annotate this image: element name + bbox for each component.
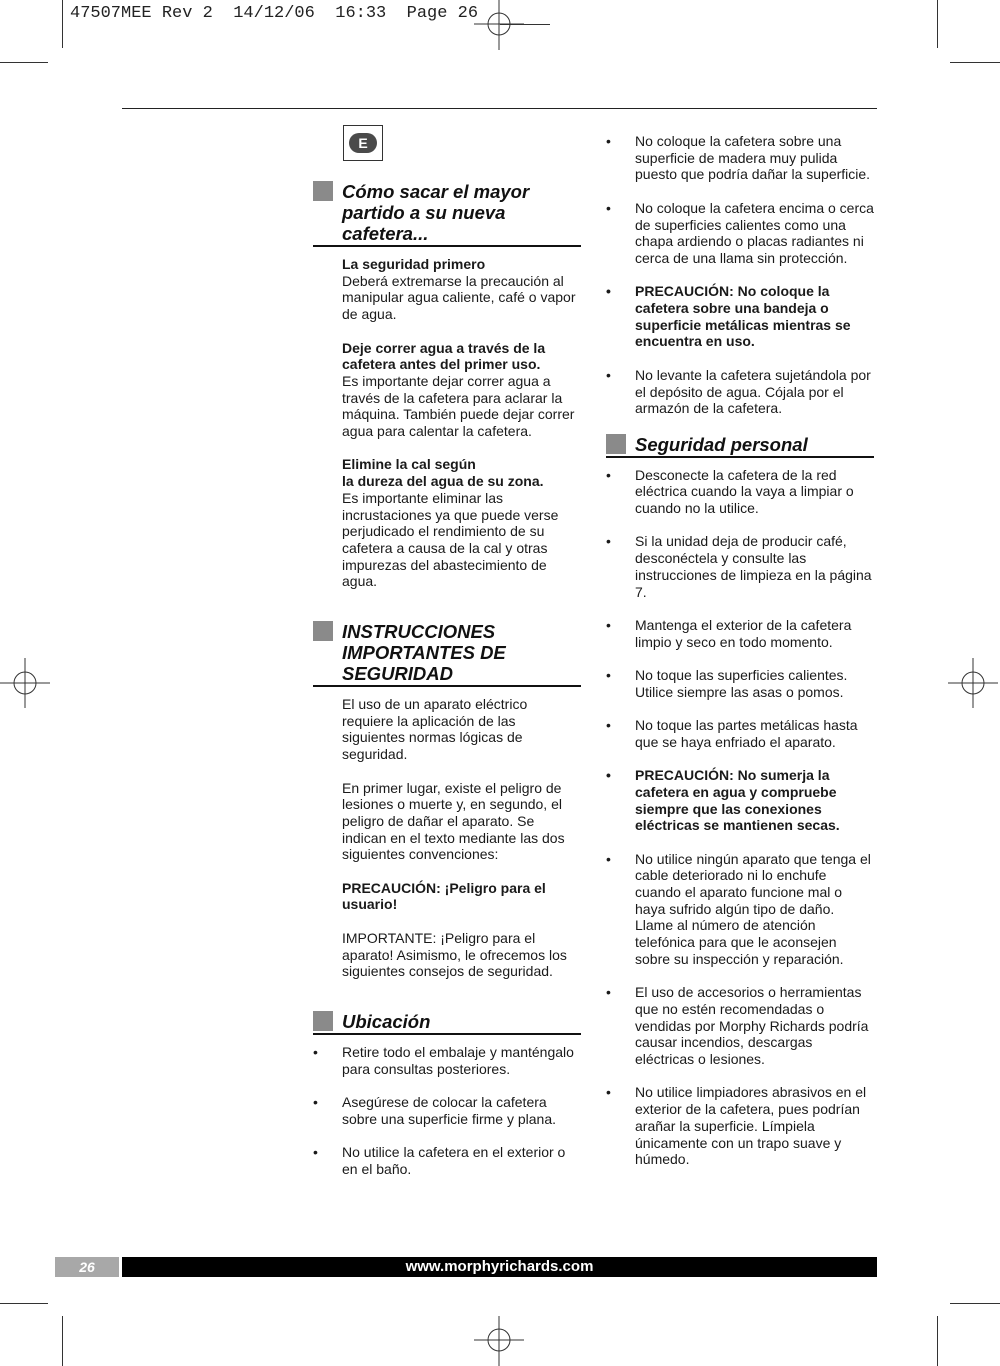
page-number: 26: [55, 1257, 119, 1277]
list-item: • No coloque la cafetera sobre una superficie de madera muy pulida puesto que podría dañar la superficie.: [606, 133, 874, 183]
crop-mark: [950, 1303, 1000, 1304]
list-item: • No toque las partes metálicas hasta que se haya enfriado el aparato.: [606, 717, 874, 750]
list-item: • No levante la cafetera sujetándola por el depósito de agua. Cójala por el armazón de la cafetera.: [606, 367, 874, 417]
printer-slug: 47507MEE Rev 2 14/12/06 16:33 Page 26: [70, 4, 479, 23]
important-label: IMPORTANTE: ¡Peligro para el aparato! Asimismo, le ofrecemos los siguientes consejos de seguridad.: [342, 929, 567, 980]
left-column: [313, 125, 581, 1194]
descale-title-line1: Elimine la cal según: [342, 456, 476, 473]
descale-block: [313, 456, 581, 590]
safety-first-text: Deberá extremarse la precaución al manipular agua caliente, café o vapor de agua.: [342, 272, 576, 323]
crop-mark: [500, 24, 550, 25]
caution-label: PRECAUCIÓN: ¡Peligro para el usuario!: [342, 879, 546, 913]
list-item: • Si la unidad deja de producir café, desconéctela y consulte las instrucciones de limpieza en la página 7.: [606, 533, 874, 600]
list-item: • No toque las superficies calientes. Utilice siempre las asas o pomos.: [606, 667, 874, 700]
caution-block: [313, 880, 581, 913]
heading-location: Ubicación: [342, 1010, 431, 1032]
crop-mark: [62, 0, 63, 48]
heading-personal-safety: Seguridad personal: [635, 433, 808, 455]
run-water-block: [313, 340, 581, 440]
list-item: • No utilice ningún aparato que tenga el cable deteriorado ni lo enchufe cuando el aparato funcione mal o haya sufrido algún tipo de daño. Llame al número de atención telefónica para que le aconsejen sobre su inspección y reparación.: [606, 851, 874, 968]
registration-mark-left: [0, 658, 50, 708]
footer-website[interactable]: www.morphyrichards.com: [122, 1257, 877, 1277]
crop-mark: [937, 1316, 938, 1366]
section-heading: [313, 181, 581, 247]
safety-first-block: [313, 256, 581, 323]
safety-dangers-block: [313, 780, 581, 864]
language-badge-label: E: [349, 133, 377, 153]
location-list-continued: [606, 133, 874, 417]
run-water-title: Deje correr agua a través de la cafetera antes del primer uso.: [342, 339, 546, 373]
list-item: • No utilice limpiadores abrasivos en el exterior de la cafetera, pues podrían arañar la superficie. Límpiela únicamente con un trapo suave y húmedo.: [606, 1084, 874, 1168]
crop-mark: [0, 62, 48, 63]
heading-getting-most: Cómo sacar el mayor partido a su nueva cafetera...: [342, 181, 530, 244]
list-item: • PRECAUCIÓN: No coloque la cafetera sobre una bandeja o superficie metálicas mientras se encuentra en uso.: [606, 283, 874, 350]
list-item: • Asegúrese de colocar la cafetera sobre una superficie firme y plana.: [313, 1094, 581, 1127]
personal-safety-list: [606, 467, 874, 1168]
safety-intro-block: [313, 696, 581, 763]
section-marker-icon: [606, 434, 626, 454]
list-item: • Desconecte la cafetera de la red eléctrica cuando la vaya a limpiar o cuando no la utilice.: [606, 467, 874, 517]
registration-mark-top: [474, 0, 524, 50]
section-marker-icon: [313, 621, 333, 641]
section-heading: [313, 1011, 581, 1035]
list-item: • El uso de accesorios o herramientas que no estén recomendadas o vendidas por Morphy Richards podría causar incendios, descargas eléctricas o lesiones.: [606, 984, 874, 1068]
section-heading: [606, 434, 874, 458]
list-item: • Mantenga el exterior de la cafetera limpio y seco en todo momento.: [606, 617, 874, 650]
important-block: [313, 930, 581, 980]
crop-mark: [950, 62, 1000, 63]
location-list: [313, 1044, 581, 1178]
descale-title-line2: la dureza del agua de su zona.: [342, 473, 544, 490]
crop-mark: [0, 1303, 48, 1304]
crop-mark: [937, 0, 938, 48]
descale-text: Es importante eliminar las incrustaciones ya que puede verse perjudicado el rendimiento de su cafetera a causa de la cal y otras impurezas del abastecimiento de agua.: [342, 489, 559, 590]
safety-intro-text: El uso de un aparato eléctrico requiere la aplicación de las siguientes normas lógicas de seguridad.: [342, 696, 528, 763]
right-column: [606, 133, 874, 1185]
language-badge: [343, 125, 383, 161]
heading-safety-instructions: INSTRUCCIONES IMPORTANTES DE SEGURIDAD: [342, 621, 506, 685]
registration-mark-right: [948, 658, 998, 708]
registration-mark-bottom: [474, 1316, 524, 1366]
list-item: • No coloque la cafetera encima o cerca de superficies calientes como una chapa ardiendo o placas radiantes ni cerca de una llama sin protección.: [606, 200, 874, 267]
section-marker-icon: [313, 1011, 333, 1031]
safety-first-title: La seguridad primero: [342, 256, 486, 272]
list-item: • Retire todo el embalaje y manténgalo para consultas posteriores.: [313, 1044, 581, 1077]
crop-mark: [62, 1316, 63, 1366]
safety-dangers-text: En primer lugar, existe el peligro de lesiones o muerte y, en segundo, el peligro de dañar el aparato. Se indican en el texto mediante las dos siguientes convenciones:: [342, 779, 565, 863]
run-water-text: Es importante dejar correr agua a través de la cafetera para aclarar la máquina. También puede dejar correr agua para calentar la cafetera.: [342, 372, 575, 440]
section-marker-icon: [313, 181, 333, 201]
list-item: • PRECAUCIÓN: No sumerja la cafetera en agua y compruebe siempre que las conexiones eléctricas se mantienen secas.: [606, 767, 874, 834]
list-item: • No utilice la cafetera en el exterior o en el baño.: [313, 1144, 581, 1177]
section-heading: [313, 621, 581, 687]
top-rule: [122, 108, 877, 109]
